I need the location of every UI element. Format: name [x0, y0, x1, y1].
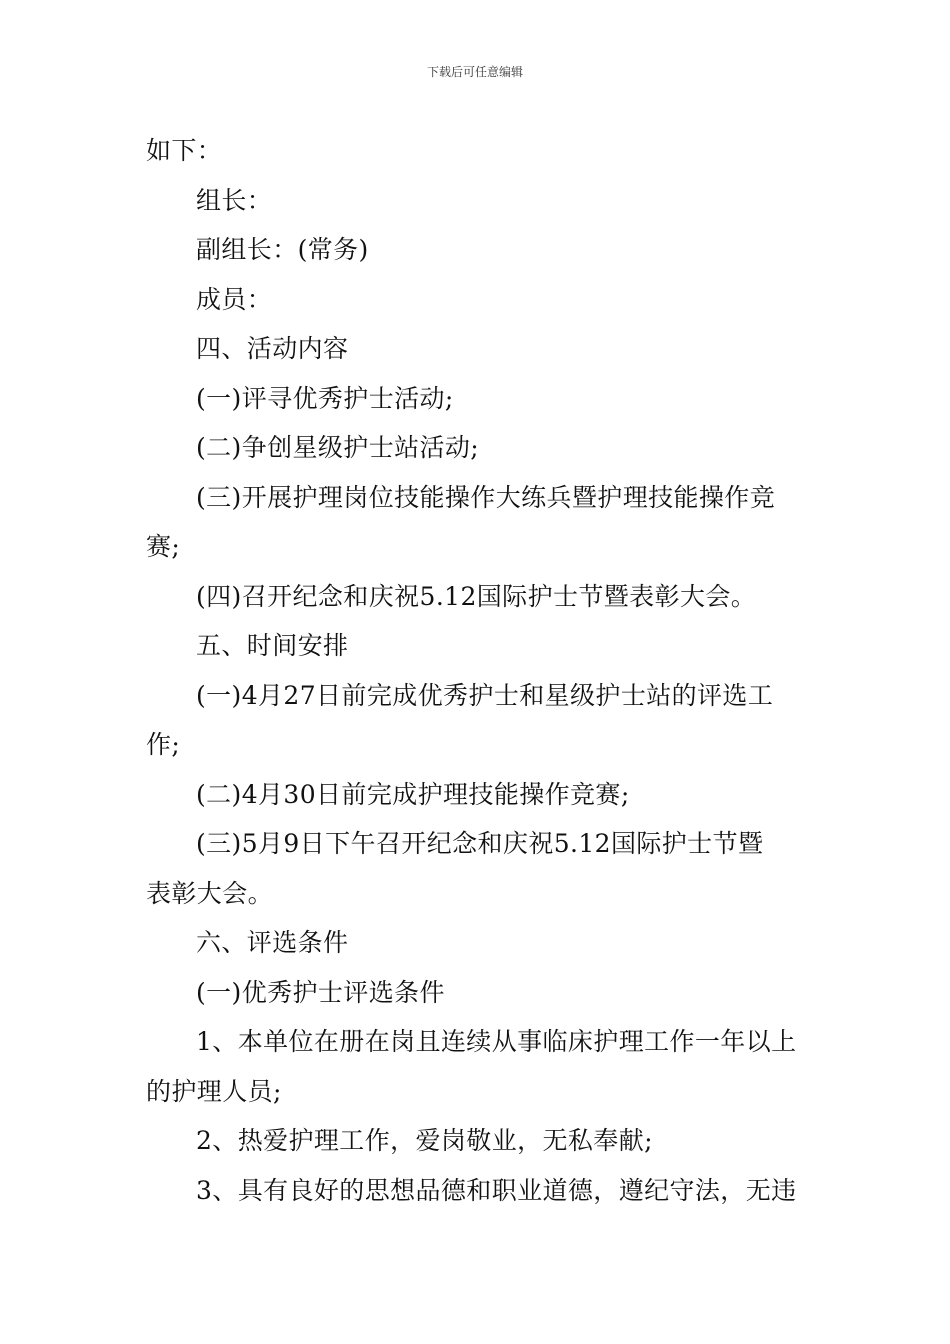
text-line: 如下： [146, 136, 223, 165]
text-line: (三)开展护理岗位技能操作大练兵暨护理技能操作竞 [196, 482, 776, 512]
text-line: (一)评寻优秀护士活动; [196, 383, 454, 413]
text-line: (四)召开纪念和庆祝5.12国际护士节暨表彰大会。 [196, 581, 757, 611]
section-heading: 五、时间安排 [196, 631, 349, 660]
text-line: 成员： [196, 284, 273, 314]
text-line: (一)4月27日前完成优秀护士和星级护士站的评选工 [196, 680, 774, 710]
text-line: 表彰大会。 [146, 878, 274, 908]
text-line: (三)5月9日下午召开纪念和庆祝5.12国际护士节暨 [196, 829, 764, 858]
section-heading: 四、活动内容 [196, 334, 349, 363]
text-line: 作; [146, 730, 181, 759]
text-line: 的护理人员; [146, 1076, 282, 1106]
text-line: 1、本单位在册在岗且连续从事临床护理工作一年以上 [196, 1027, 797, 1056]
text-line: (二)4月30日前完成护理技能操作竞赛; [196, 779, 630, 809]
text-line: 组长： [196, 185, 273, 215]
text-line: 2、热爱护理工作，爱岗敬业，无私奉献; [196, 1126, 653, 1155]
text-line: (一)优秀护士评选条件 [196, 977, 445, 1007]
document-body [146, 126, 808, 1215]
page-header-note: 下载后可任意编辑 [426, 65, 523, 79]
section-heading: 六、评选条件 [196, 928, 349, 957]
text-line: (二)争创星级护士站活动; [196, 433, 480, 462]
text-line: 赛; [146, 532, 181, 561]
text-line: 副组长：(常务) [196, 235, 369, 264]
text-line: 3、具有良好的思想品德和职业道德，遵纪守法，无违 [196, 1175, 797, 1205]
